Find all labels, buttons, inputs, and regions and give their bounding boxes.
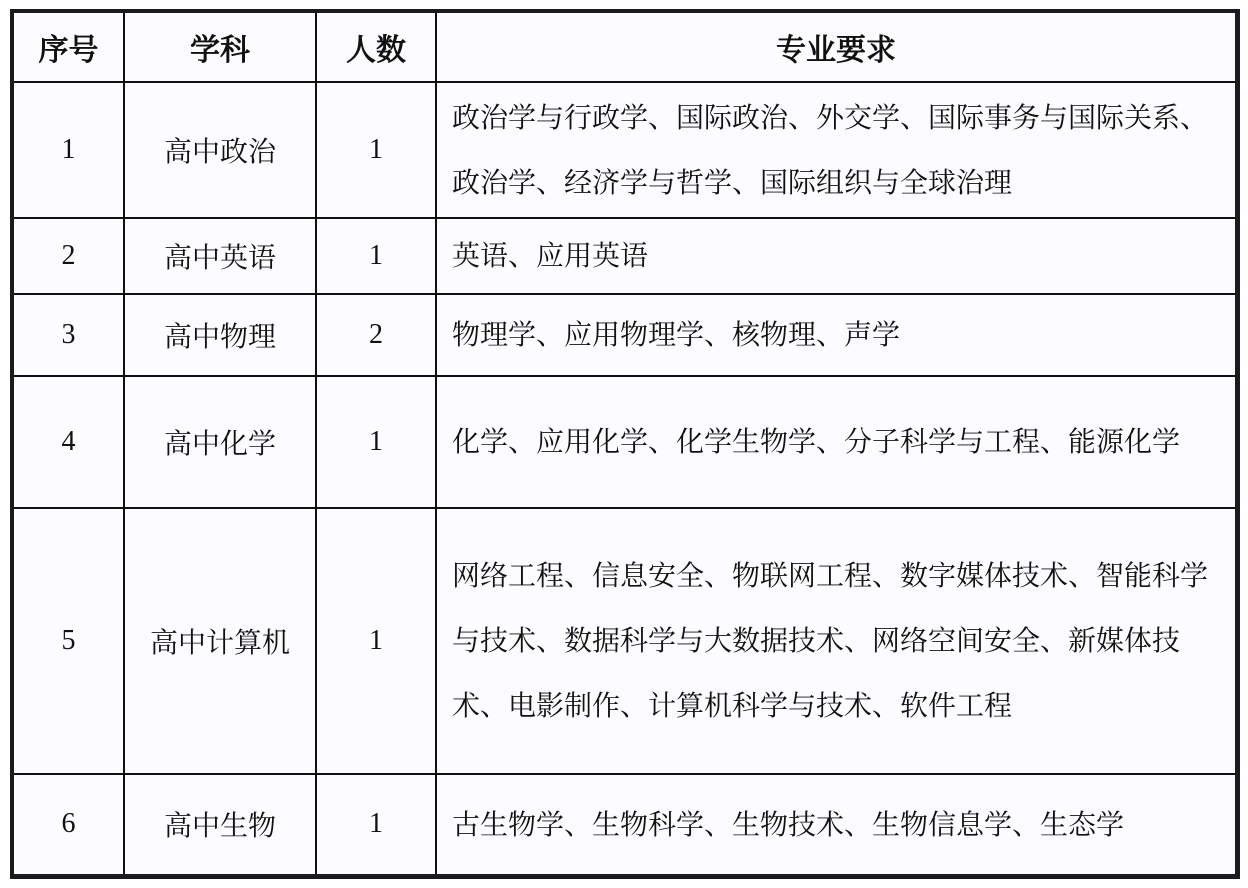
recruitment-table-frame bbox=[10, 9, 1240, 879]
row-requirements: 物理学、应用物理学、核物理、声学 bbox=[436, 294, 1235, 376]
row-index: 4 bbox=[14, 376, 124, 508]
row-requirements: 政治学与行政学、国际政治、外交学、国际事务与国际关系、政治学、经济学与哲学、国际组织与全球治理 bbox=[436, 82, 1235, 218]
header-subject: 学科 bbox=[124, 13, 316, 82]
row-index: 3 bbox=[14, 294, 124, 376]
header-requirements: 专业要求 bbox=[436, 13, 1235, 82]
row-subject: 高中化学 bbox=[124, 376, 316, 508]
table-row bbox=[14, 376, 1235, 508]
header-index: 序号 bbox=[14, 13, 124, 82]
table-row bbox=[14, 774, 1235, 874]
row-count: 1 bbox=[316, 508, 436, 774]
row-requirements: 古生物学、生物科学、生物技术、生物信息学、生态学 bbox=[436, 774, 1235, 874]
row-count: 1 bbox=[316, 774, 436, 874]
row-requirements: 网络工程、信息安全、物联网工程、数字媒体技术、智能科学与技术、数据科学与大数据技术、网络空间安全、新媒体技术、电影制作、计算机科学与技术、软件工程 bbox=[436, 508, 1235, 774]
row-subject: 高中物理 bbox=[124, 294, 316, 376]
recruitment-table bbox=[14, 13, 1235, 874]
table-row bbox=[14, 294, 1235, 376]
row-count: 1 bbox=[316, 218, 436, 293]
row-count: 2 bbox=[316, 294, 436, 376]
table-row bbox=[14, 508, 1235, 774]
row-requirements: 英语、应用英语 bbox=[436, 218, 1235, 293]
row-subject: 高中生物 bbox=[124, 774, 316, 874]
header-row bbox=[14, 13, 1235, 82]
row-subject: 高中政治 bbox=[124, 82, 316, 218]
row-index: 5 bbox=[14, 508, 124, 774]
row-count: 1 bbox=[316, 376, 436, 508]
row-requirements: 化学、应用化学、化学生物学、分子科学与工程、能源化学 bbox=[436, 376, 1235, 508]
row-subject: 高中计算机 bbox=[124, 508, 316, 774]
table-row bbox=[14, 218, 1235, 293]
header-count: 人数 bbox=[316, 13, 436, 82]
row-index: 6 bbox=[14, 774, 124, 874]
table-row bbox=[14, 82, 1235, 218]
row-index: 2 bbox=[14, 218, 124, 293]
row-count: 1 bbox=[316, 82, 436, 218]
row-index: 1 bbox=[14, 82, 124, 218]
row-subject: 高中英语 bbox=[124, 218, 316, 293]
